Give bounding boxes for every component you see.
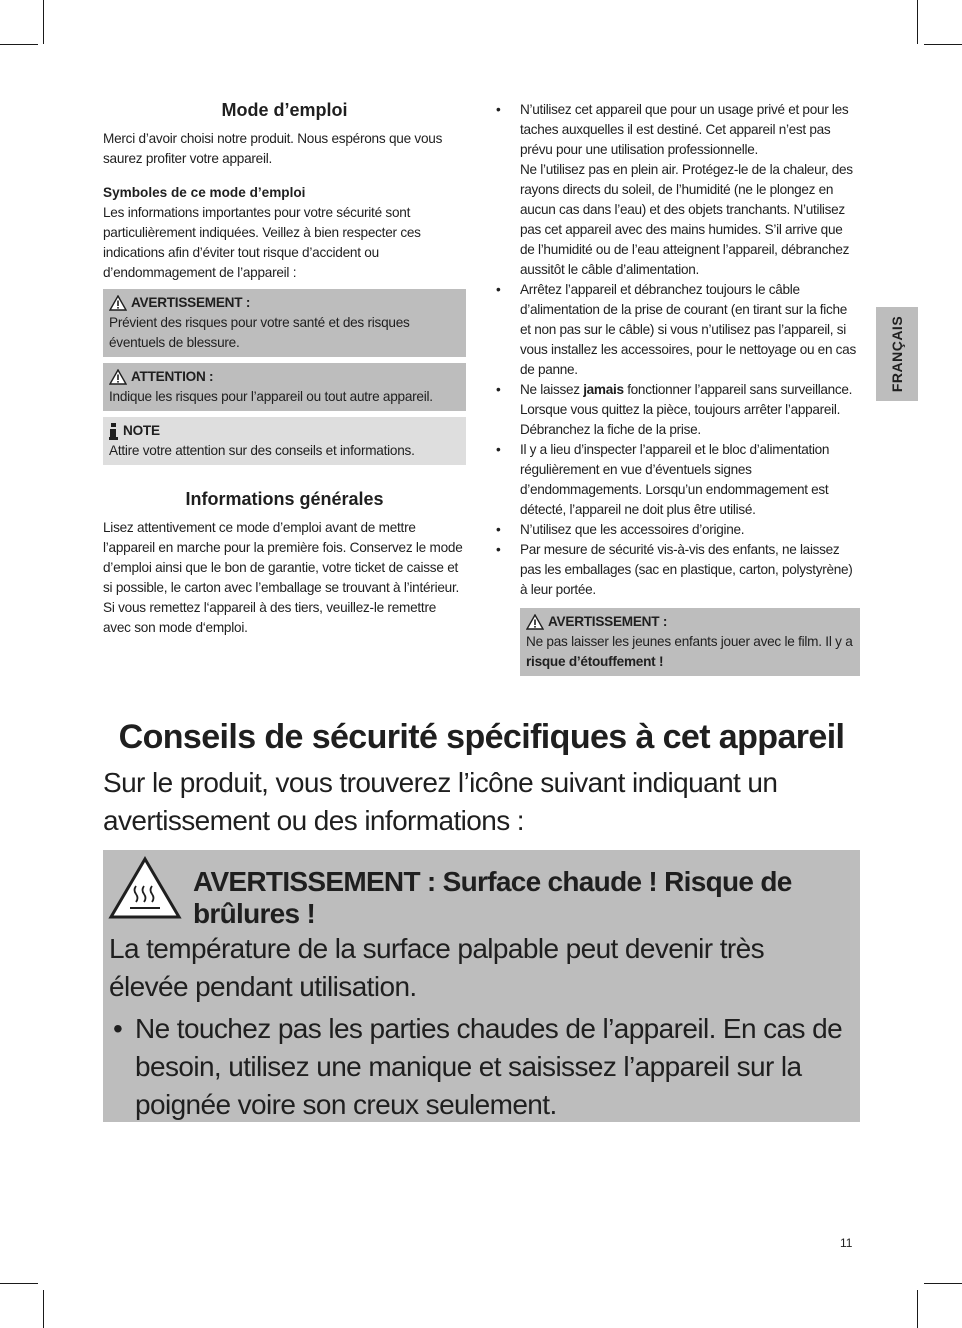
warning-box [103, 289, 466, 357]
safety-bullet-list [496, 100, 860, 600]
intro-text: Merci d’avoir choisi notre produit. Nous espérons que vous saurez profiter votre appareil. [103, 131, 443, 166]
bullet-text-post: fonctionner l’appareil sans surveillance. Lorsque vous quittez la pièce, toujours arrêter l’appareil. Débranchez la fiche de la prise. [520, 382, 853, 437]
language-tab [876, 307, 918, 401]
bullet-text: N’utilisez cet appareil que pour un usage privé et pour les taches auxquelles il est destiné. Cet appareil n’est pas prévu pour une utilisation professionnelle. [520, 102, 849, 157]
bullet-text-pre: Ne laissez [520, 382, 584, 397]
crop-mark [924, 1283, 962, 1284]
bullet-dot: • [113, 1013, 123, 1044]
general-info-title: Informations générales [185, 489, 384, 509]
attention-text: Indique les risques pour l’appareil ou tout autre appareil. [109, 389, 433, 404]
warning-label-row [109, 293, 460, 313]
film-warning-label: AVERTISSEMENT : [548, 614, 668, 629]
film-warning-text [526, 632, 854, 672]
list-item [496, 440, 860, 520]
bullet-dot: • [496, 522, 501, 537]
bullet-text [520, 380, 860, 440]
note-text: Attire votre attention sur des conseils et informations. [109, 443, 415, 458]
hot-surface-text: La température de la surface palpable peut devenir très élevée pendant utilisation. [109, 933, 764, 1002]
hot-surface-warning-box [103, 850, 860, 1122]
symbols-title: Symboles de ce mode d’emploi [103, 185, 306, 200]
bullet-text-bold: jamais [583, 382, 624, 397]
crop-mark [924, 44, 962, 45]
mode-emploi-title: Mode d’emploi [221, 100, 348, 120]
crop-mark [917, 1290, 918, 1328]
note-label-row [109, 421, 460, 441]
attention-label-row [109, 367, 460, 387]
general-info-text: Lisez attentivement ce mode d’emploi avant de mettre l’appareil en marche pour la première fois. Conservez le mode d’emploi ainsi que le bon de garantie, votre ticket de caisse et si possible, le carton avec l’emballage se trouvant à l’intérieur. Si vous remettez l‘appareil à des tiers, veuillez-le remettre avec son mode d‘emploi. [103, 520, 463, 635]
list-item [496, 380, 860, 440]
attention-triangle-icon [109, 369, 127, 385]
attention-box [103, 363, 466, 411]
bullet-text: Arrêtez l’appareil et débranchez toujours le câble d’alimentation de la prise de courant (en tirant sur la fiche et non pas sur le câble) si vous n’utilisez pas l’appareil, si vous installez les accessoires, pour le nettoyage ou en cas de panne. [520, 282, 856, 377]
warning-text: Prévient des risques pour votre santé et des risques éventuels de blessure. [109, 315, 410, 350]
list-item [496, 540, 860, 600]
right-column [496, 100, 860, 676]
crop-mark [0, 44, 38, 45]
safety-title: Conseils de sécurité spécifiques à cet appareil [118, 718, 845, 756]
film-warning-box [520, 608, 860, 676]
film-warning-text-bold: risque d’étouffement ! [526, 654, 664, 669]
symbols-text: Les informations importantes pour votre sécurité sont particulièrement indiquées. Veillez à bien respecter ces indications afin d’éviter tout risque d’accident ou d’endommagement de l’appareil : [103, 205, 421, 280]
bullet-dot: • [496, 102, 501, 117]
attention-label: ATTENTION : [131, 369, 214, 384]
bullet-dot: • [496, 382, 501, 397]
hot-surface-label: AVERTISSEMENT : Surface chaude ! Risque de brûlures ! [193, 866, 792, 929]
warning-triangle-icon [526, 614, 544, 630]
warning-label: AVERTISSEMENT : [131, 295, 251, 310]
page-number: 11 [840, 1236, 853, 1250]
warning-triangle-icon [109, 295, 127, 311]
language-label: FRANÇAIS [889, 315, 905, 393]
note-box [103, 417, 466, 465]
bullet-dot: • [496, 442, 501, 457]
list-item [496, 100, 860, 280]
info-icon [109, 423, 119, 440]
list-item [496, 280, 860, 380]
bullet-dot: • [496, 542, 501, 557]
list-item [496, 520, 860, 540]
film-warning-text-plain: Ne pas laisser les jeunes enfants jouer avec le film. Il y a [526, 634, 853, 649]
film-warning-label-row [526, 612, 854, 632]
crop-mark [917, 0, 918, 44]
bullet-text: Il y a lieu d’inspecter l’appareil et le bloc d’alimentation régulièrement en vue d’éventuels signes d’endommagements. Lorsqu’un endommagement est détecté, l’appareil ne doit plus être utilisé. [520, 442, 830, 517]
crop-mark [43, 0, 44, 44]
bullet-dot: • [496, 282, 501, 297]
safety-intro: Sur le produit, vous trouverez l’icône suivant indiquant un avertissement ou des informations : [103, 767, 778, 836]
hot-surface-bullet-text: Ne touchez pas les parties chaudes de l’appareil. En cas de besoin, utilisez une manique et saisissez l’appareil sur la poignée voire son creux seulement. [135, 1013, 843, 1120]
note-label: NOTE [123, 423, 160, 438]
bullet-text: Ne l’utilisez pas en plein air. Protégez-le de la chaleur, des rayons directs du soleil, de l’humidité (ne le plongez en aucun cas dans l’eau) et des objets tranchants. N’utilisez pas cet appareil avec des mains humides. S’il arrive que de l’humidité ou de l’eau atteignent l’appareil, débranchez aussitôt le câble d’alimentation. [520, 162, 853, 277]
list-item [109, 1010, 849, 1124]
bullet-text: N’utilisez que les accessoires d’origine. [520, 522, 745, 537]
left-column [103, 100, 466, 638]
bullet-text: Par mesure de sécurité vis-à-vis des enfants, ne laissez pas les emballages (sac en plastique, carton, polystyrène) à leur portée. [520, 542, 853, 597]
crop-mark [43, 1290, 44, 1328]
crop-mark [0, 1283, 38, 1284]
hot-surface-icon [108, 856, 182, 920]
